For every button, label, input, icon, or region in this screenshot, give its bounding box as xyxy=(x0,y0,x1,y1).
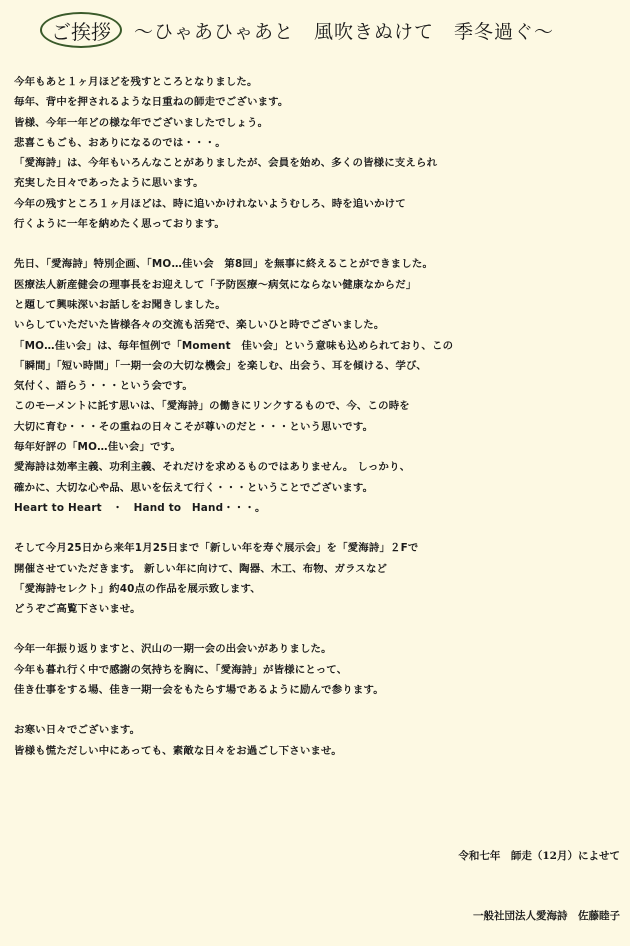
text-line: 今年一年振り返りますと、沢山の一期一会の出会いがありました。 xyxy=(14,643,332,656)
text-line: 皆様、今年一年どの様な年でございましたでしょう。 xyxy=(14,116,269,129)
signature-author: 一般社団法人愛海詩 佐藤睦子 xyxy=(473,910,620,922)
text-line: Heart to Heart ・ Hand to Hand・・・。 xyxy=(14,501,266,514)
signature-block xyxy=(458,806,620,946)
paragraph-opening xyxy=(14,72,619,234)
text-line: 今年の残すところ１ヶ月ほどは、時に追いかけれないようむしろ、時を追いかけて xyxy=(14,197,406,210)
text-line: 大切に育む・・・その重ねの日々こそが尊いのだと・・・という思いです。 xyxy=(14,420,374,433)
paragraph-closing xyxy=(14,720,619,761)
text-line: 皆様も慌ただしい中にあっても、素敵な日々をお過ごし下さいませ。 xyxy=(14,744,342,757)
text-line: お寒い日々でございます。 xyxy=(14,724,141,737)
text-line: 今年もあと１ヶ月ほどを残すところとなりました。 xyxy=(14,76,258,88)
text-line: 先日、「愛海詩」特別企画、「MO…佳い会 第8回」を無事に終えることができました。 xyxy=(14,258,434,271)
text-line: 毎年、背中を押されるような日重ねの師走でございます。 xyxy=(14,96,289,109)
text-line: 充実した日々であったように思います。 xyxy=(14,177,204,190)
text-line: 気付く、語らう・・・という会です。 xyxy=(14,380,193,393)
text-line: このモーメントに託す思いは、「愛海詩」の働きにリンクするもので、今、この時を xyxy=(14,400,410,413)
page-header xyxy=(40,10,600,50)
text-line: 「瞬間」「短い時間」「一期一会の大切な機会」を楽しむ、出会う、耳を傾ける、学び、 xyxy=(14,359,427,372)
page-title: ～ひゃあひゃあと 風吹きぬけて 季冬過ぐ～ xyxy=(134,20,555,43)
text-line: 今年も暮れ行く中で感謝の気持ちを胸に、「愛海詩」が皆様にとって、 xyxy=(14,663,348,676)
text-line: 「愛海詩セレクト」約40点の作品を展示致します、 xyxy=(14,582,261,595)
text-line: 医療法人新産健会の理事長をお迎えして「予防医療～病気にならない健康なからだ」 xyxy=(14,278,417,291)
text-line: どうぞご高覧下さいませ。 xyxy=(14,603,141,616)
text-line: 「MO…佳い会」は、毎年恒例で「Moment 佳い会」という意味も込められており、この xyxy=(14,339,454,352)
text-line: 「愛海詩」は、今年もいろんなことがありましたが、会員を始め、多くの皆様に支えられ xyxy=(14,157,438,170)
paragraph-reflection xyxy=(14,639,619,700)
text-line: 確かに、大切な心や品、思いを伝えて行く・・・ということでございます。 xyxy=(14,481,374,494)
text-line: いらしていただいた皆様各々の交流も活発で、楽しいひと時でございました。 xyxy=(14,319,385,332)
paragraph-event-report xyxy=(14,254,619,518)
text-line: 佳き仕事をする場、佳き一期一会をもたらす場であるように励んで参ります。 xyxy=(14,684,384,697)
text-line: 悲喜こもごも、おありになるのでは・・・。 xyxy=(14,136,226,149)
signature-date: 令和七年 師走（12月）によせて xyxy=(458,850,620,862)
text-line: そして今月25日から来年1月25日まで「新しい年を寿ぐ展示会」を「愛海詩」２Fで xyxy=(14,542,419,555)
paragraph-exhibition xyxy=(14,538,619,619)
letter-body xyxy=(14,72,619,781)
text-line: 行くように一年を納めたく思っております。 xyxy=(14,218,225,231)
text-line: 愛海詩は効率主義、功利主義、それだけを求めるものではありません。 しっかり、 xyxy=(14,461,411,474)
text-line: 開催させていただきます。 新しい年に向けて、陶器、木工、布物、ガラスなど xyxy=(14,562,388,575)
text-line: と題して興味深いお話しをお聞きしました。 xyxy=(14,298,226,311)
text-line: 毎年好評の「MO…佳い会」です。 xyxy=(14,441,182,454)
greeting-badge: ご挨拶 xyxy=(40,12,122,48)
